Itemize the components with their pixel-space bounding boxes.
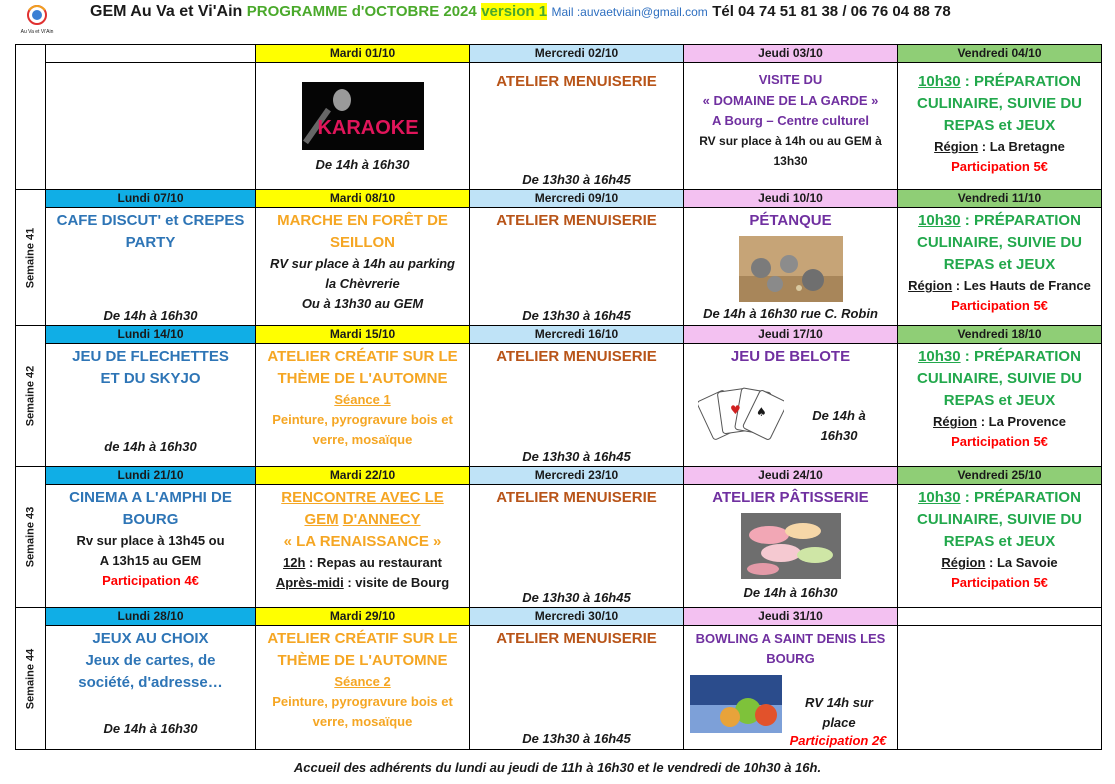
week-label-cell: Semaine 41 xyxy=(16,190,46,326)
day-header-tue: Mardi 01/10 xyxy=(256,45,470,63)
activity-title: ATELIER MENUISERIE xyxy=(496,73,657,90)
day-header-thu: Jeudi 24/10 xyxy=(684,467,898,485)
activity-cell-mon: CAFE DISCUT' et CREPES PARTY De 14h à 16h30 xyxy=(46,208,256,326)
week-label-cell xyxy=(16,45,46,190)
day-header-wed: Mercredi 23/10 xyxy=(470,467,684,485)
contact-mail[interactable]: Mail :auvaetviain@gmail.com xyxy=(551,5,708,19)
karaoke-image xyxy=(302,82,424,150)
bowling-image xyxy=(690,675,782,733)
day-header-fri: Vendredi 04/10 xyxy=(898,45,1102,63)
week-row xyxy=(16,485,1102,608)
svg-text:♠: ♠ xyxy=(756,405,767,419)
activity-cell-thu: ATELIER PÂTISSERIE De 14h à 16h30 xyxy=(684,485,898,608)
programme-label: PROGRAMME d'OCTOBRE 2024 xyxy=(246,3,477,20)
activity-cell-wed xyxy=(470,63,684,190)
day-header-thu: Jeudi 17/10 xyxy=(684,326,898,344)
activity-cell-fri xyxy=(898,626,1102,750)
week-row xyxy=(16,344,1102,467)
day-header-thu: Jeudi 03/10 xyxy=(684,45,898,63)
day-header-tue: Mardi 15/10 xyxy=(256,326,470,344)
activity-cell-tue: RENCONTRE AVEC LE GEM D'ANNECY « LA RENAISSANCE » 12h : Repas au restaurant Après-midi : visite de Bourg xyxy=(256,485,470,608)
day-header-fri: Vendredi 11/10 xyxy=(898,190,1102,208)
day-header-thu: Jeudi 10/10 xyxy=(684,190,898,208)
activity-cell-wed: ATELIER MENUISERIE De 13h30 à 16h45 xyxy=(470,626,684,750)
page-header xyxy=(90,3,1110,27)
day-header-row xyxy=(16,326,1102,344)
day-header-tue: Mardi 22/10 xyxy=(256,467,470,485)
activity-cell-wed: ATELIER MENUISERIE De 13h30 à 16h45 xyxy=(470,485,684,608)
activity-cell-mon: JEU DE FLECHETTES ET DU SKYJO de 14h à 16h30 xyxy=(46,344,256,467)
page-title: GEM Au Va et Vi'Ain xyxy=(90,3,243,20)
gem-logo xyxy=(15,0,59,36)
day-header-wed: Mercredi 16/10 xyxy=(470,326,684,344)
activity-cell-fri: 10h30 : PRÉPARATION CULINAIRE, SUIVIE DU REPAS et JEUX Région : La Bretagne Participation 5€ xyxy=(898,63,1102,190)
activity-cell-wed: ATELIER MENUISERIE De 13h30 à 16h45 xyxy=(470,208,684,326)
week-row xyxy=(16,63,1102,190)
cards-image xyxy=(698,384,784,444)
activity-cell-thu: PÉTANQUE De 14h à 16h30 rue C. Robin xyxy=(684,208,898,326)
version-label: version 1 xyxy=(481,3,548,20)
activity-cell-tue: MARCHE EN FORÊT DE SEILLON RV sur place à 14h au parking la Chèvrerie Ou à 13h30 au GEM xyxy=(256,208,470,326)
day-header-wed: Mercredi 02/10 xyxy=(470,45,684,63)
activity-time: De 13h30 à 16h45 xyxy=(522,172,631,187)
activity-cell-mon: JEUX AU CHOIX Jeux de cartes, de société, d'adresse… De 14h à 16h30 xyxy=(46,626,256,750)
day-header-wed: Mercredi 30/10 xyxy=(470,608,684,626)
day-header-tue: Mardi 29/10 xyxy=(256,608,470,626)
day-header-mon: Lundi 21/10 xyxy=(46,467,256,485)
week-label-cell: Semaine 44 xyxy=(16,608,46,750)
activity-cell-thu: JEU DE BELOTE ♥ ♠ De 14h à 16h30 xyxy=(684,344,898,467)
activity-cell-fri: 10h30 : PRÉPARATION CULINAIRE, SUIVIE DU REPAS et JEUX Région : La Provence Participation 5€ xyxy=(898,344,1102,467)
day-header-row xyxy=(16,190,1102,208)
day-header-wed: Mercredi 09/10 xyxy=(470,190,684,208)
day-header-mon: Lundi 28/10 xyxy=(46,608,256,626)
activity-cell-fri: 10h30 : PRÉPARATION CULINAIRE, SUIVIE DU REPAS et JEUX Région : Les Hauts de France Participation 5€ xyxy=(898,208,1102,326)
activity-time: De 14h à 16h30 xyxy=(315,157,410,172)
activity-cell-tue xyxy=(256,63,470,190)
activity-cell-tue: ATELIER CRÉATIF SUR LE THÈME DE L'AUTOMNE Séance 1 Peinture, pyrogravure bois et verre, mosaïque xyxy=(256,344,470,467)
activity-cell-mon xyxy=(46,63,256,190)
day-header-row xyxy=(16,45,1102,63)
week-label-cell: Semaine 43 xyxy=(16,467,46,608)
day-header-mon xyxy=(46,45,256,63)
day-header-row xyxy=(16,608,1102,626)
week-label-cell: Semaine 42 xyxy=(16,326,46,467)
calendar-table xyxy=(15,44,1102,750)
day-header-mon: Lundi 07/10 xyxy=(46,190,256,208)
day-header-tue: Mardi 08/10 xyxy=(256,190,470,208)
day-header-fri: Vendredi 18/10 xyxy=(898,326,1102,344)
activity-cell-thu: BOWLING A SAINT DENIS LES BOURG RV 14h sur place Participation 2€ xyxy=(684,626,898,750)
page-footer: Accueil des adhérents du lundi au jeudi de 11h à 16h30 et le vendredi de 10h30 à 16h. xyxy=(293,760,822,775)
day-header-fri xyxy=(898,608,1102,626)
contact-phone: Tél 04 74 51 81 38 / 06 76 04 88 78 xyxy=(712,3,951,20)
activity-cell-wed: ATELIER MENUISERIE De 13h30 à 16h45 xyxy=(470,344,684,467)
day-header-mon: Lundi 14/10 xyxy=(46,326,256,344)
activity-cell-fri: 10h30 : PRÉPARATION CULINAIRE, SUIVIE DU REPAS et JEUX Région : La Savoie Participation 5€ xyxy=(898,485,1102,608)
macarons-image xyxy=(741,513,841,579)
svg-text:♥: ♥ xyxy=(730,403,741,417)
day-header-thu: Jeudi 31/10 xyxy=(684,608,898,626)
activity-cell-mon: CINEMA A L'AMPHI DE BOURG Rv sur place à 13h45 ou A 13h15 au GEM Participation 4€ xyxy=(46,485,256,608)
svg-text:KARAOKE: KARAOKE xyxy=(316,117,419,139)
week-row xyxy=(16,626,1102,750)
week-row xyxy=(16,208,1102,326)
petanque-image xyxy=(739,236,843,302)
day-header-row xyxy=(16,467,1102,485)
activity-cell-tue: ATELIER CRÉATIF SUR LE THÈME DE L'AUTOMNE Séance 2 Peinture, pyrogravure bois et verre, mosaïque xyxy=(256,626,470,750)
activity-cell-thu: VISITE DU « DOMAINE DE LA GARDE » A Bourg – Centre culturel RV sur place à 14h ou au GEM à 13h30 xyxy=(684,63,898,190)
svg-text:Au Va et Vi'Ain: Au Va et Vi'Ain xyxy=(20,29,54,35)
day-header-fri: Vendredi 25/10 xyxy=(898,467,1102,485)
